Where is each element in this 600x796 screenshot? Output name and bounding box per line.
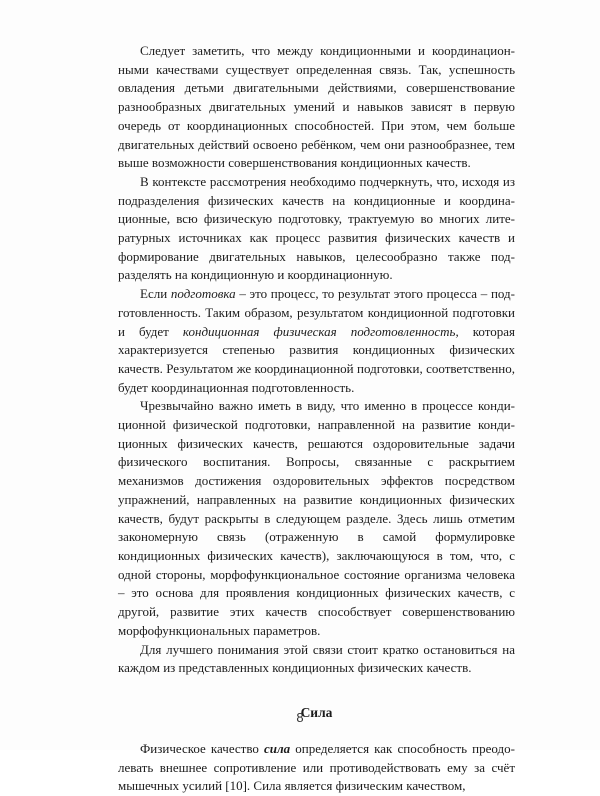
paragraph: Физическое качество сила определяется как способность преодолевать внешнее сопротивление или противодействовать ему за счёт мышечных усилий [10]. Сила является физическим качеством, (118, 740, 515, 794)
paragraph: Следует заметить, что между кондиционными и координационными качествами существует определенная связь. Так, успешность овладения детьми двигательными действиями, совершенствование разнообразных двигательных умений и навыков зависят в первую очередь от координационных способностей. При этом, чем больше двигательных действий освоено ребёнком, чем они разнообразнее, тем выше возможности совершенствования кондиционных качеств. (118, 43, 515, 171)
page-number: 8 (296, 710, 304, 725)
paragraph: Если подготовка – это процесс, то результат этого процесса – подготовленность. Таким образом, результатом кондиционной подготовки и будет кондиционная физическая подготовленность, которая характеризуется степенью развития кондиционных физических качеств. Результатом же координационной подготовки, соответственно, будет координационная подготовленность. (118, 286, 516, 395)
paragraph: Чрезвычайно важно иметь в виду, что именно в процессе кондиционной физической подготовки, направленной на развитие кондиционных физических качеств, решаются оздоровительные задачи физического воспитания. Вопросы, связанные с раскрытием механизмов достижения оздоровительных эффектов посредством упражнений, направленных на развитие кондиционных физических качеств, будут раскрыты в следующем разделе. Здесь лишь отметим закономерную связь (отраженную в самой формулировке кондиционных физических качеств), заключающуюся в том, что, с одной стороны, морфофункциональное состояние организма человека – это основа для проявления кондиционных физических качеств, с другой, развитие этих качеств способствует совершенствованию морфофункциональных параметров. (118, 398, 515, 638)
emphasized-term: сила (264, 740, 291, 756)
body-text (118, 42, 515, 796)
section-heading: Сила (300, 704, 333, 720)
emphasized-term: кондиционная физическая подготовленность, (182, 323, 459, 339)
paragraph: Для лучшего понимания этой связи стоит кратко остановиться на каждом из представленных кондиционных физических качеств. (118, 641, 515, 676)
emphasized-term: подготовка (170, 286, 236, 302)
paragraph: В контексте рассмотрения необходимо подчеркнуть, что, исходя из подразделения физических качеств на кондиционные и координационные, всю физическую подготовку, трактуемую во многих литературных источниках как процесс развития физических качеств и формирование двигательных навыков, целесообразно также подразделять на кондиционную и координационную. (118, 173, 515, 283)
